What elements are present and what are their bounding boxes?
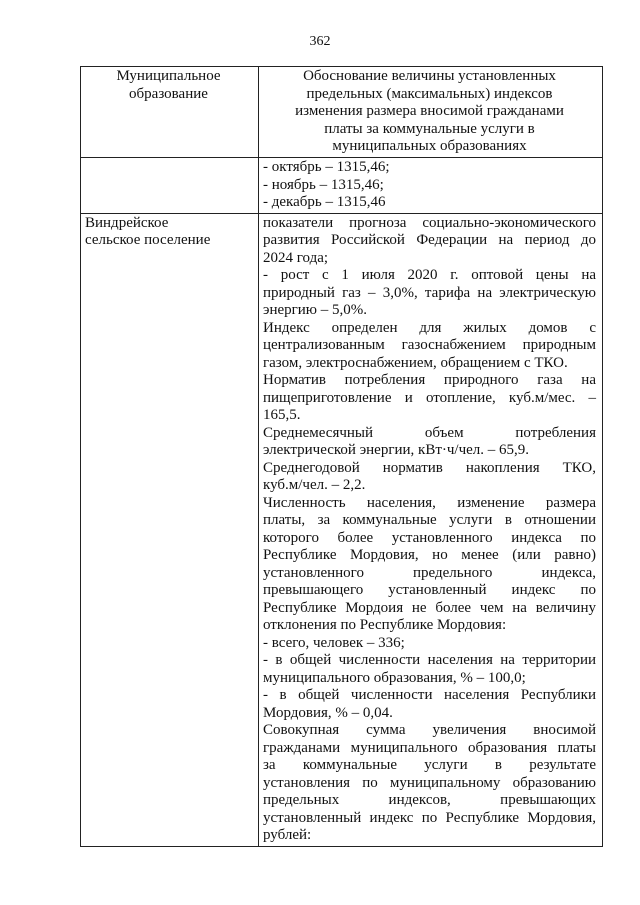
header-municipality: [81, 67, 259, 158]
municipality-name-line: Виндрейское: [85, 214, 169, 231]
text-line: Среднемесячный объем потребления: [263, 424, 596, 441]
text-line: Численность населения, изменение размера: [263, 494, 596, 511]
text-line: - всего, человек – 336;: [263, 634, 405, 651]
text-line: Республике Мордовия, но менее (или равно): [263, 547, 596, 563]
municipality-row: [81, 213, 603, 846]
text-line: установленный индекс по Республике Мордовия,: [263, 809, 596, 826]
text-line: установления по муниципальному образованию: [263, 774, 596, 791]
municipality-cell: [81, 213, 259, 846]
header-municipality-line: Муниципальное: [116, 68, 221, 84]
text-line: Мордовия, % – 0,04.: [263, 704, 393, 721]
text-line: - декабрь – 1315,46: [263, 194, 386, 210]
justification-cell: [259, 213, 603, 846]
justification-table: [80, 66, 603, 847]
text-line: развития Российской Федерации на период до: [263, 232, 596, 248]
text-line: газом, электроснабжением, обращением с ТКО.: [263, 354, 568, 371]
text-line: показатели прогноза социально-экономического: [263, 214, 596, 231]
text-line: которого более установленного индекса по: [263, 529, 596, 546]
text-line: - октябрь – 1315,46;: [263, 159, 390, 175]
header-justification-line: Обоснование величины установленных: [303, 68, 556, 84]
municipality-name-line: сельское поселение: [85, 232, 211, 248]
text-line: природный газ – 3,0%, тарифа на электрическую: [263, 284, 596, 301]
header-justification-line: предельных (максимальных) индексов: [306, 85, 553, 102]
header-justification: [259, 67, 603, 158]
text-line: Республике Мордоия не более чем на величину: [263, 599, 596, 616]
text-line: - в общей численности населения Республики: [263, 687, 596, 703]
text-line: платы, за коммунальные услуги в отношении: [263, 512, 596, 528]
header-justification-line: изменения размера вносимой гражданами: [295, 103, 564, 119]
text-line: Индекс определен для жилых домов с: [263, 319, 596, 336]
text-line: - ноябрь – 1315,46;: [263, 176, 384, 193]
text-line: энергию – 5,0%.: [263, 302, 368, 318]
text-line: рублей:: [263, 827, 312, 843]
text-line: превышающего установленный индекс по: [263, 582, 596, 598]
text-line: куб.м/чел. – 2,2.: [263, 477, 366, 493]
continuation-empty-cell: [81, 158, 259, 214]
text-line: пищеприготовление и отопление, куб.м/мес. –: [263, 389, 596, 406]
table-header-row: [81, 67, 603, 158]
page-number: 362: [309, 34, 331, 49]
text-line: 2024 года;: [263, 249, 329, 266]
text-line: гражданами муниципального образования платы: [263, 739, 596, 756]
text-line: муниципального образования, % – 100,0;: [263, 669, 526, 686]
text-line: предельных индексов, превышающих: [263, 792, 596, 808]
header-justification-line: муниципальных образованиях: [332, 138, 527, 154]
text-line: централизованным газоснабжением природным: [263, 337, 596, 353]
continuation-cell: [259, 158, 603, 214]
text-line: за коммунальные услуги в результате: [263, 757, 596, 773]
text-line: 165,5.: [263, 407, 301, 423]
text-line: отклонения по Республике Мордовия:: [263, 617, 507, 633]
text-line: установленного предельного индекса,: [263, 564, 596, 581]
continuation-row: [81, 158, 603, 214]
text-line: - в общей численности населения на территории: [263, 652, 596, 668]
header-municipality-line: образование: [129, 85, 208, 102]
text-line: Совокупная сумма увеличения вносимой: [263, 722, 596, 738]
text-line: Среднегодовой норматив накопления ТКО,: [263, 459, 596, 476]
header-justification-line: платы за коммунальные услуги в: [324, 120, 535, 137]
text-line: - рост с 1 июля 2020 г. оптовой цены на: [263, 267, 596, 283]
text-line: электрической энергии, кВт·ч/чел. – 65,9.: [263, 442, 530, 458]
text-line: Норматив потребления природного газа на: [263, 372, 596, 388]
